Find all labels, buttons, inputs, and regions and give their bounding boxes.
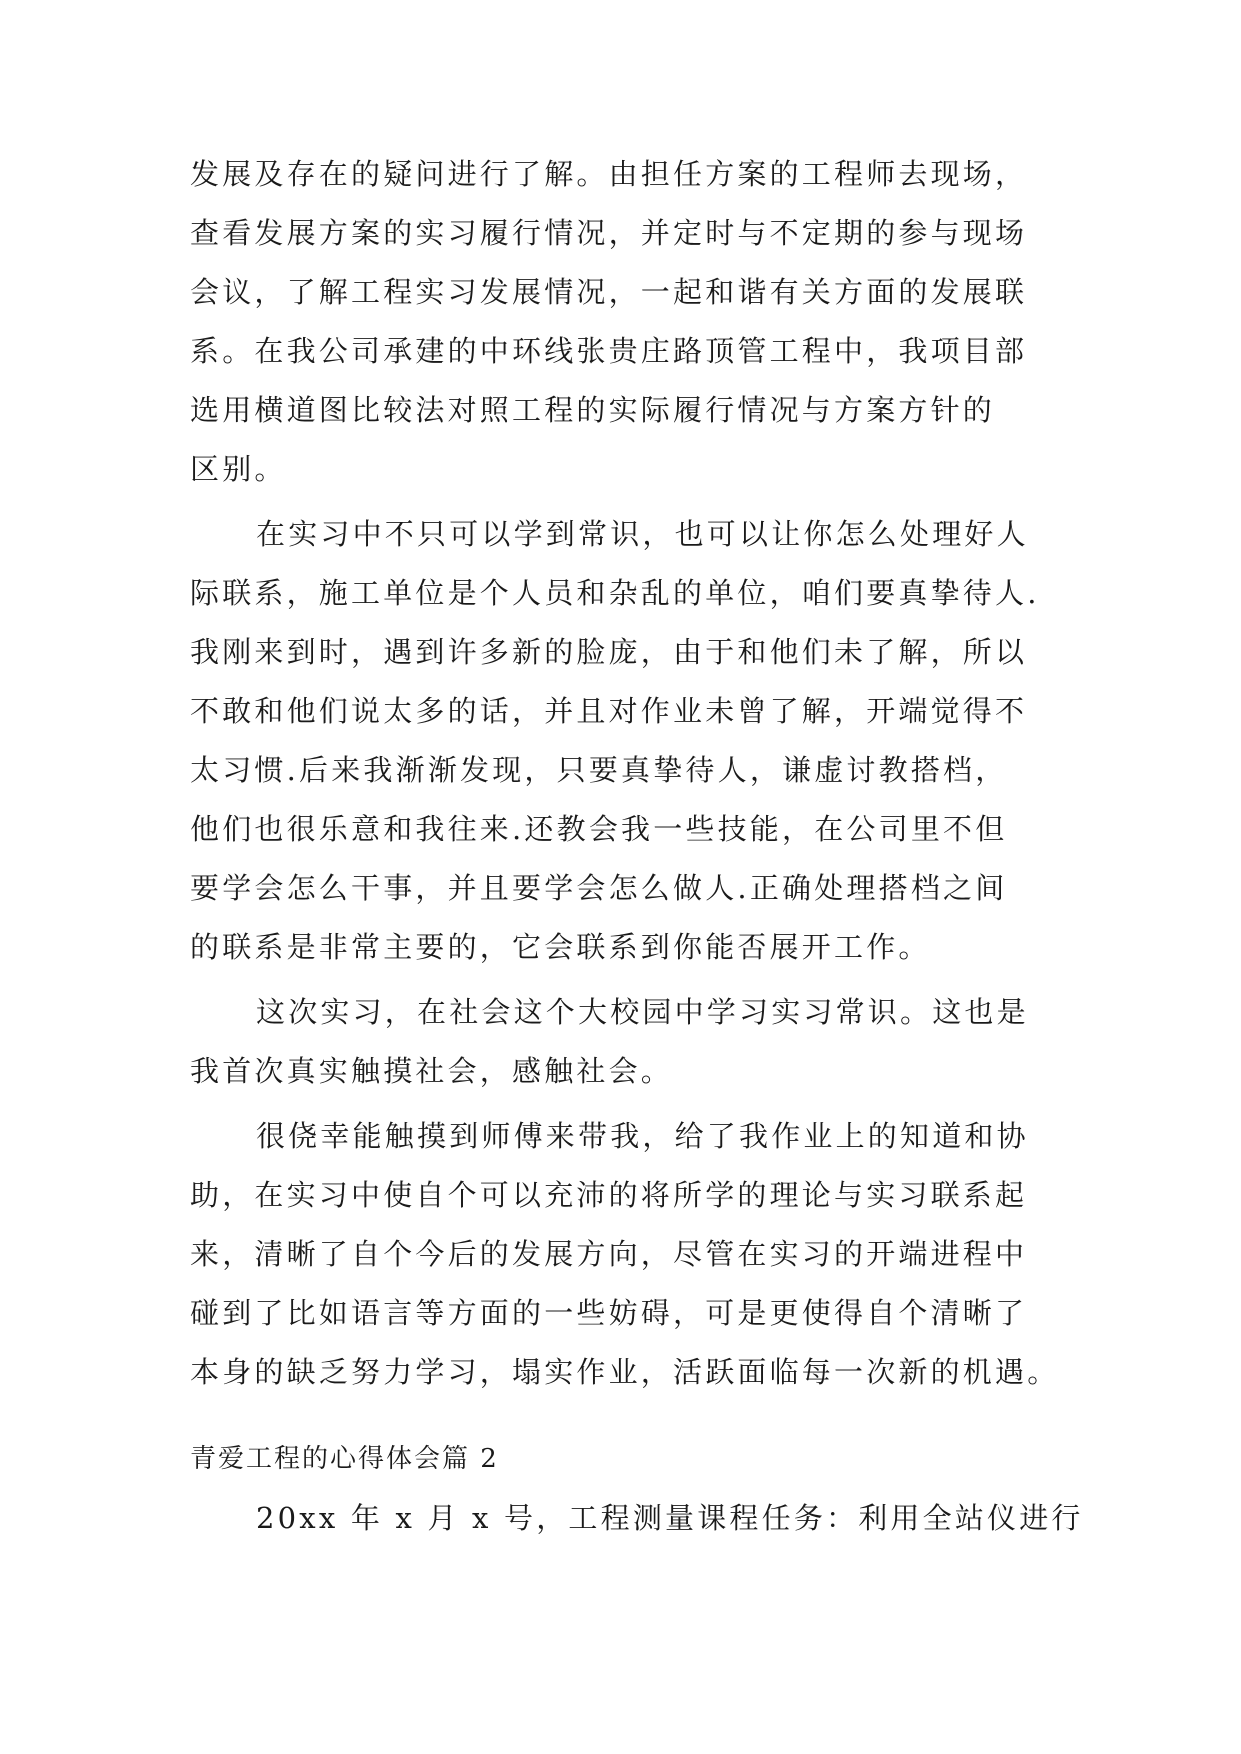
text-line: 我刚来到时，遇到许多新的脸庞，由于和他们未了解，所以	[190, 635, 1028, 669]
text-line: 他们也很乐意和我往来.还教会我一些技能，在公司里不但	[190, 812, 1008, 846]
text-line: 的联系是非常主要的，它会联系到你能否展开工作。	[190, 930, 931, 964]
section-heading: 青爱工程的心得体会篇 2	[190, 1444, 499, 1474]
text-line: 来，清晰了自个今后的发展方向，尽管在实习的开端进程中	[190, 1237, 1028, 1271]
paragraph-first-line: 很侥幸能触摸到师傅来带我，给了我作业上的知道和协	[256, 1119, 1029, 1153]
text-line: 查看发展方案的实习履行情况，并定时与不定期的参与现场	[190, 216, 1028, 250]
text-line: 要学会怎么干事，并且要学会怎么做人.正确处理搭档之间	[190, 871, 1008, 905]
text-line: 发展及存在的疑问进行了解。由担任方案的工程师去现场，	[190, 157, 1028, 191]
text-line: 际联系，施工单位是个人员和杂乱的单位，咱们要真挚待人.	[190, 576, 1040, 610]
text-line: 碰到了比如语言等方面的一些妨碍，可是更使得自个清晰了	[190, 1296, 1028, 1330]
text-line: 我首次真实触摸社会，感触社会。	[190, 1054, 674, 1088]
text-line: 选用横道图比较法对照工程的实际履行情况与方案方针的	[190, 393, 996, 427]
text-line: 太习惯.后来我渐渐发现，只要真挚待人，谦虚讨教搭档，	[190, 753, 1008, 787]
paragraph-first-line: 这次实习，在社会这个大校园中学习实习常识。这也是	[256, 995, 1029, 1029]
text-line: 区别。	[190, 452, 287, 486]
text-line: 系。在我公司承建的中环线张贵庄路顶管工程中，我项目部	[190, 334, 1028, 368]
paragraph-first-line: 20xx 年 x 月 x 号，工程测量课程任务：利用全站仪进行	[256, 1501, 1084, 1535]
text-line: 会议，了解工程实习发展情况，一起和谐有关方面的发展联	[190, 275, 1028, 309]
text-line: 本身的缺乏努力学习，塌实作业，活跃面临每一次新的机遇。	[190, 1355, 1060, 1389]
paragraph-first-line: 在实习中不只可以学到常识，也可以让你怎么处理好人	[256, 517, 1029, 551]
text-line: 不敢和他们说太多的话，并且对作业未曾了解，开端觉得不	[190, 694, 1028, 728]
text-line: 助，在实习中使自个可以充沛的将所学的理论与实习联系起	[190, 1178, 1028, 1212]
